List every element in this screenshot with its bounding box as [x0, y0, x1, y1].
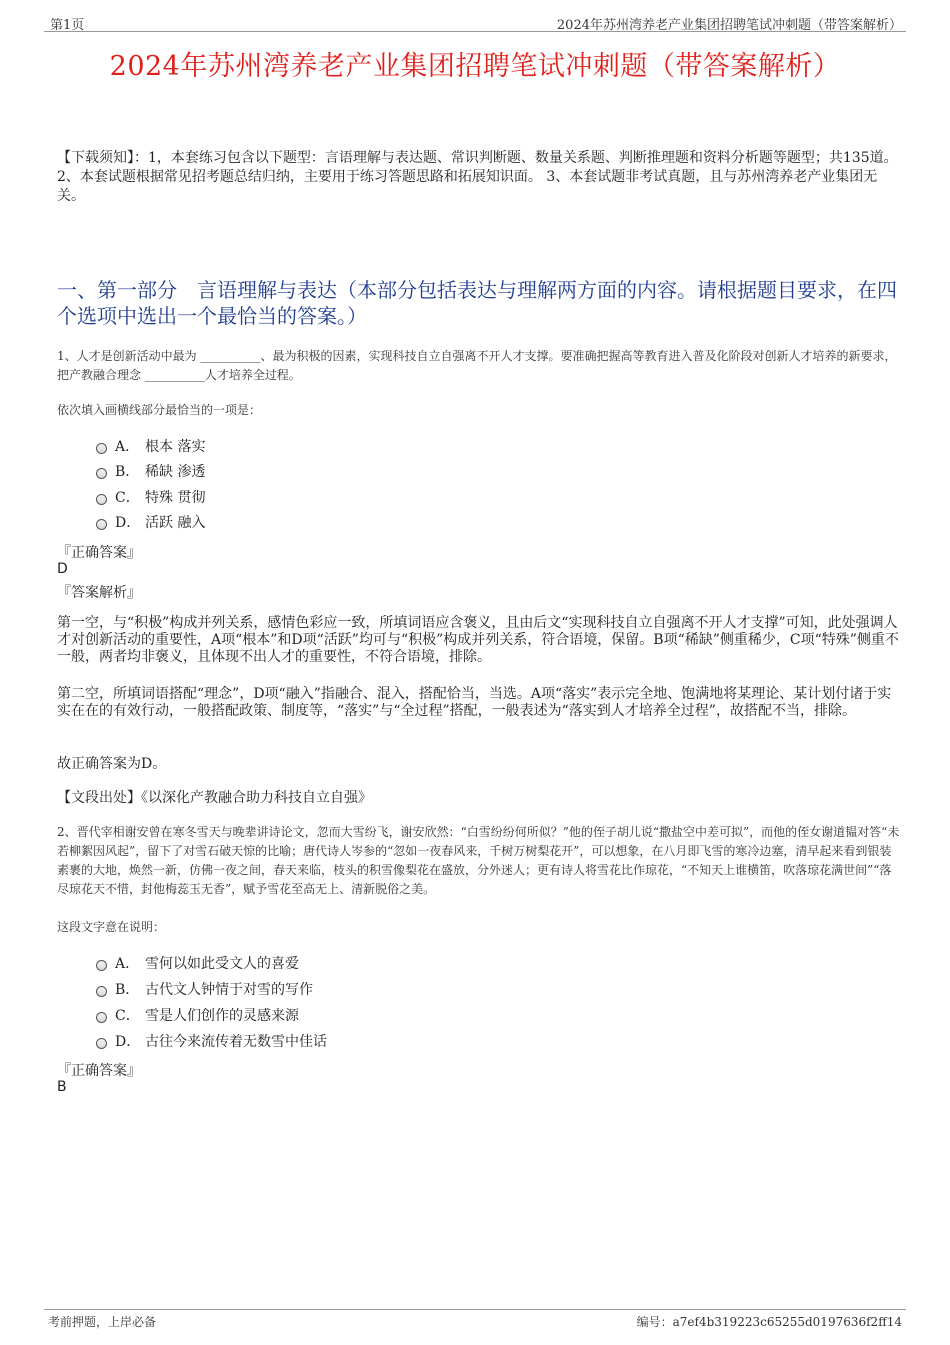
radio-icon[interactable]: [96, 468, 107, 479]
question-1-option-c[interactable]: [96, 487, 205, 507]
radio-icon[interactable]: [96, 494, 107, 505]
option-letter: B．: [115, 464, 140, 480]
question-2-prompt: 这段文字意在说明：: [57, 920, 166, 934]
footer-serial-number: 编号：a7ef4b319223c65255d0197636f2ff14: [636, 1315, 902, 1329]
question-2-text: 2、晋代宰相谢安曾在寒冬雪天与晚辈讲诗论文，忽而大雪纷飞，谢安欣然：“白雪纷纷何所似？”他的侄子胡儿说“撒盐空中差可拟”，而他的侄女谢道韫对答“未若柳絮因风起”，留下了对雪石破天惊的比喻；唐代诗人岑参的“忽如一夜春风来，千树万树梨花开”，可以想象，在八月即飞雪的寒冷边塞，清早起来看到银装素裹的大地，焕然一新，仿佛一夜之间，春天来临，枝头的积雪像梨花在盛放，分外迷人；更有诗人将雪花比作琼花，“不知天上谁横笛，吹落琼花满世间”“落尽琼花天不惜，封他梅蕊玉无香”，赋予雪花至高无上、清新脱俗之美。: [57, 825, 900, 896]
question-1-text: 1、人才是创新活动中最为 __________、最为积极的因素，实现科技自立自强离不开人才支撑。要准确把握高等教育进入普及化阶段对创新人才培养的新要求，把产教融合理念 __________人才培养全过程。: [57, 349, 897, 382]
option-letter: B．: [115, 982, 140, 998]
question-1-source: 【文段出处】《以深化产教融合助力科技自立自强》: [57, 790, 372, 806]
option-letter: A．: [115, 956, 140, 972]
option-text: 古往今来流传着无数雪中佳话: [145, 1034, 327, 1050]
question-2-option-b[interactable]: [96, 979, 313, 999]
radio-icon[interactable]: [96, 443, 107, 454]
question-2-answer: B: [57, 1079, 67, 1095]
radio-icon[interactable]: [96, 960, 107, 971]
download-notice: 【下载须知】：1，本套练习包含以下题型：言语理解与表达题、常识判断题、数量关系题、判断推理题和资料分析题等题型；共135道。 2、本套试题根据常见招考题总结归纳，主要用于练习答题思路和拓展知识面。 3、本套试题非考试真题，且与苏州湾养老产业集团无关。: [57, 150, 898, 204]
option-letter: C．: [115, 490, 140, 506]
option-text: 活跃 融入: [145, 515, 206, 531]
document-title: 2024年苏州湾养老产业集团招聘笔试冲刺题（带答案解析）: [109, 51, 841, 82]
option-letter: D．: [115, 515, 141, 531]
question-1-option-a[interactable]: [96, 436, 205, 456]
option-letter: C．: [115, 1008, 140, 1024]
question-2-option-d[interactable]: [96, 1031, 327, 1051]
question-2-answer-label: 『正确答案』: [57, 1063, 141, 1079]
page-number: 第1页: [50, 18, 85, 33]
option-text: 雪是人们创作的灵感来源: [145, 1008, 299, 1024]
footer-divider: [44, 1309, 906, 1310]
question-2-option-a[interactable]: [96, 953, 299, 973]
question-1-conclusion: 故正确答案为D。: [57, 756, 167, 772]
radio-icon[interactable]: [96, 519, 107, 530]
option-text: 特殊 贯彻: [145, 490, 206, 506]
section-heading: 一、第一部分 言语理解与表达（本部分包括表达与理解两方面的内容。请根据题目要求，在四个选项中选出一个最恰当的答案。）: [57, 278, 897, 328]
radio-icon[interactable]: [96, 1012, 107, 1023]
question-1-prompt: 依次填入画横线部分最恰当的一项是：: [57, 403, 262, 417]
question-1-analysis-label: 『答案解析』: [57, 585, 141, 601]
option-text: 根本 落实: [145, 439, 206, 455]
option-text: 雪何以如此受文人的喜爱: [145, 956, 299, 972]
question-1-answer-label: 『正确答案』: [57, 545, 141, 561]
header-divider: [44, 31, 906, 32]
radio-icon[interactable]: [96, 986, 107, 997]
question-1-option-b[interactable]: [96, 461, 205, 481]
question-1-analysis-paragraph-1: 第一空，与“积极”构成并列关系，感情色彩应一致，所填词语应含褒义，且由后文“实现科技自立自强离不开人才支撑”可知，此处强调人才对创新活动的重要性，A项“根本”和D项“活跃”均可与“积极”构成并列关系，符合语境，保留。B项“稀缺”侧重稀少，C项“特殊”侧重不一般，两者均非褒义，且体现不出人才的重要性，不符合语境，排除。: [57, 615, 899, 665]
option-letter: A．: [115, 439, 140, 455]
footer-slogan: 考前押题，上岸必备: [48, 1315, 157, 1329]
question-1-answer: D: [57, 561, 68, 577]
option-letter: D．: [115, 1034, 141, 1050]
question-2-option-c[interactable]: [96, 1005, 299, 1025]
question-1-option-d[interactable]: [96, 512, 205, 532]
radio-icon[interactable]: [96, 1038, 107, 1049]
question-1-analysis-paragraph-2: 第二空，所填词语搭配“理念”，D项“融入”指融合、混入，搭配恰当，当选。A项“落实”表示完全地、饱满地将某理论、某计划付诸于实实在在的有效行动，一般搭配政策、制度等，“落实”与“全过程”搭配，一般表述为“落实到人才培养全过程”，故搭配不当，排除。: [57, 686, 892, 719]
option-text: 古代文人钟情于对雪的写作: [145, 982, 313, 998]
option-text: 稀缺 渗透: [145, 464, 206, 480]
running-header-title: 2024年苏州湾养老产业集团招聘笔试冲刺题（带答案解析）: [556, 18, 902, 33]
